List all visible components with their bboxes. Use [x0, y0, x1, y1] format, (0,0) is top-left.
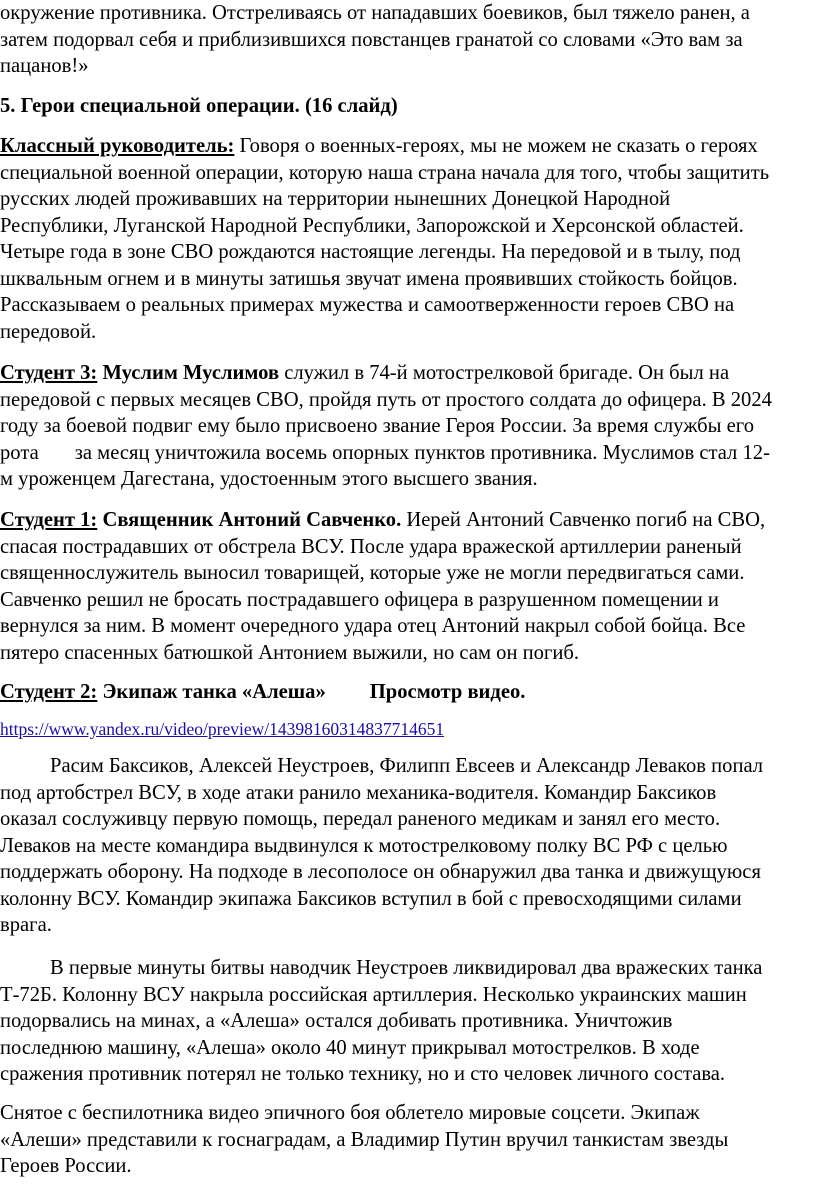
text-line: специальной военной операции, которую наша страна начала для того, чтобы защитить — [0, 161, 770, 184]
text-line: Снятое с беспилотника видео эпичного боя облетело мировые соцсети. Экипаж — [0, 1102, 700, 1124]
section-heading-block — [0, 93, 398, 120]
text-line: спасая пострадавших от обстрела ВСУ. После удара вражеской артиллерии раненый — [0, 535, 742, 558]
student1-paragraph — [0, 507, 765, 666]
text-line: м уроженцем Дагестана, удостоенным этого высшего звания. — [0, 468, 538, 490]
crew-paragraph-2 — [0, 955, 762, 1088]
text-line: Рассказываем о реальных примерах мужества и самоотверженности героев СВО на — [0, 294, 735, 316]
student3-first-line: служил в 74-й мотострелковой бригаде. Он был на — [279, 362, 730, 384]
text-line — [0, 679, 525, 706]
text-line: вернулся за ним. В момент очередного удара отец Антоний накрыл собой бойца. Все — [0, 615, 746, 637]
text-line: Республики, Луганской Народной Республики, Запорожской и Херсонской областей. — [0, 214, 744, 237]
video-label: Просмотр видео. — [369, 681, 526, 703]
text-line: священнослужитель выносил товарищей, которые уже не могли передвигаться сами. — [0, 562, 745, 584]
intro-paragraph — [0, 0, 750, 80]
student1-first-line: Иерей Антоний Савченко погиб на СВО, — [401, 509, 766, 531]
student3-name: Муслим Муслимов — [102, 362, 280, 384]
teacher-first-line: Говоря о военных-героях, мы не можем не сказать о героях — [234, 135, 758, 157]
text-line — [0, 360, 772, 387]
text-line: В первые минуты битвы наводчик Неустроев ликвидировал два вражеских танка — [50, 957, 763, 979]
text-line: под артобстрел ВСУ, в ходе атаки ранило механика-водителя. Командир Баксиков — [0, 781, 717, 804]
text-line: сражения противник потерял не только технику, но и сто человек личного состава. — [0, 1063, 726, 1085]
teacher-paragraph — [0, 133, 769, 345]
text-line: Расим Баксиков, Алексей Неустроев, Филипп Евсеев и Александр Леваков попал — [50, 755, 764, 777]
text-line: последнюю машину, «Алеша» около 40 минут прикрывал мотострелков. В ходе — [0, 1036, 700, 1059]
student1-label: Студент 1: — [0, 509, 98, 531]
text-line: передовой. — [0, 320, 97, 343]
text-line: рота за месяц уничтожила восемь опорных пунктов противника. Муслимов стал 12- — [0, 441, 770, 464]
text-line: врага. — [0, 914, 52, 936]
crew-paragraph-1 — [0, 753, 763, 939]
video-link[interactable]: https://www.yandex.ru/video/preview/14398160314837714651 — [0, 719, 445, 739]
text-line: колонну ВСУ. Командир экипажа Баксиков вступил в бой с превосходящими силами — [0, 887, 742, 910]
text-line: подорвались на минах, а «Алеша» остался добивать противника. Уничтожив — [0, 1010, 673, 1032]
text-line: году за боевой подвиг ему было присвоено звание Героя России. За время службы его — [0, 415, 754, 437]
crew-paragraph-3 — [0, 1100, 728, 1180]
student2-label: Студент 2: — [0, 681, 98, 703]
video-link-block — [0, 716, 444, 743]
text-line: поддержать оборону. На подходе в лесополосе он обнаружил два танка и движущуюся — [0, 861, 761, 883]
student3-paragraph — [0, 360, 772, 493]
student2-name: Экипаж танка «Алеша» — [102, 681, 326, 703]
section-heading: 5. Герои специальной операции. (16 слайд) — [0, 95, 398, 117]
text-line: пятеро спасенных батюшкой Антонием выжили, но сам он погиб. — [0, 641, 580, 664]
text-line: передовой с первых месяцев СВО, пройдя путь от простого солдата до офицера. В 2024 — [0, 388, 772, 411]
text-line: Леваков на месте командира выдвинулся к мотострелковому полку ВС РФ с целью — [0, 834, 728, 857]
student3-label: Студент 3: — [0, 362, 98, 384]
teacher-label: Классный руководитель: — [0, 135, 235, 157]
text-line: русских людей проживавших на территории нынешних Донецкой Народной — [0, 188, 671, 210]
text-line: пацанов!» — [0, 55, 89, 77]
text-line: Героев России. — [0, 1155, 132, 1177]
text-line: затем подорвал себя и приблизившихся повстанцев гранатой со словами «Это вам за — [0, 28, 743, 51]
text-line: Т-72Б. Колонну ВСУ накрыла российская артиллерия. Несколько украинских машин — [0, 983, 747, 1006]
text-line: окружение противника. Отстреливаясь от нападавших боевиков, был тяжело ранен, а — [0, 2, 750, 24]
text-line: оказал сослуживцу первую помощь, передал раненого медикам и занял его место. — [0, 808, 721, 830]
text-line — [0, 507, 765, 534]
text-line — [0, 716, 444, 743]
student1-name: Священник Антоний Савченко. — [102, 509, 402, 531]
text-line: шквальным огнем и в минуты затишья звучат имена проявивших стойкость бойцов. — [0, 267, 738, 290]
student2-heading-block — [0, 679, 525, 706]
text-line — [0, 133, 769, 160]
text-line: «Алеши» представили к госнаградам, а Владимир Путин вручил танкистам звезды — [0, 1128, 729, 1151]
text-line: Савченко решил не бросать пострадавшего офицера в разрушенном помещении и — [0, 588, 719, 611]
text-line: Четыре года в зоне СВО рождаются настоящие легенды. На передовой и в тылу, под — [0, 241, 741, 263]
